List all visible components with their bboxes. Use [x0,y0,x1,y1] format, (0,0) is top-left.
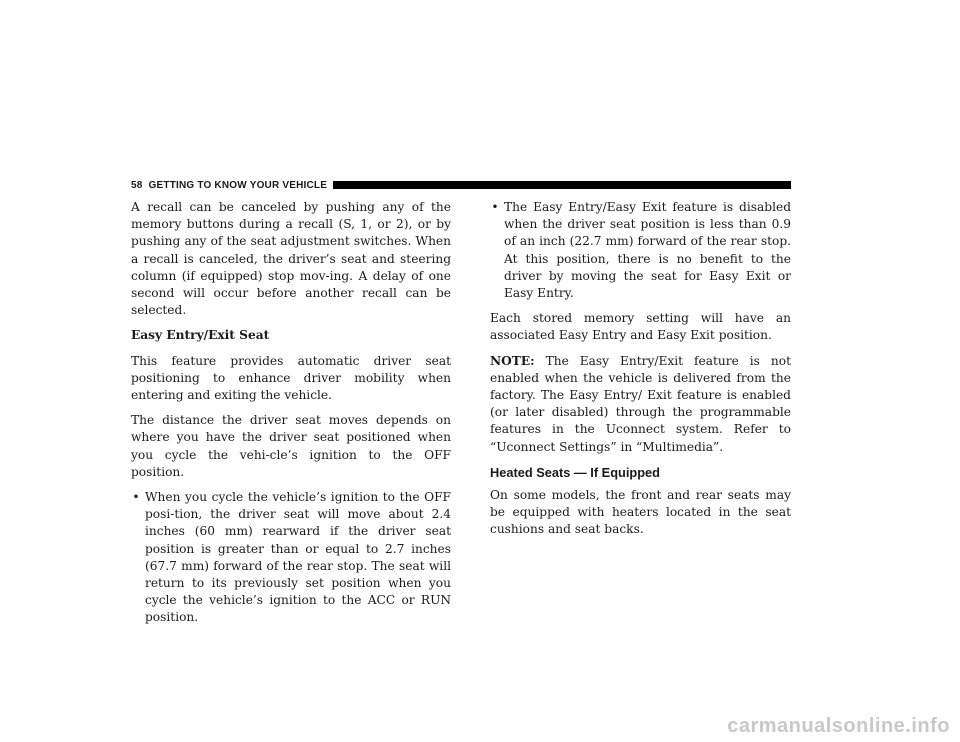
watermark: carmanualsonline.info [727,715,950,737]
right-column [490,199,791,547]
left-bullet-list [131,489,451,627]
page-number: 58 [131,179,143,191]
bullet-text: When you cycle the vehicle’s ignition to the OFF posi-tion, the driver seat will move about 2.4 inches (60 mm) rearward if the driver seat position is greater than or equal to 2.7 inches (67.7 mm) forward of the rear stop. The seat will return to its previously set position when you cycle the vehicle’s ignition to the ACC or RUN position. [145,490,451,625]
note-paragraph [490,353,791,456]
bullet-icon: • [491,200,499,214]
page-header [131,179,791,191]
list-item [131,489,451,627]
right-bullet-list [490,199,791,302]
note-text: The Easy Entry/Exit feature is not enabled when the vehicle is delivered from the factory. The Easy Entry/ Exit feature is enabled (or later disabled) through the programmable features in the Uconnect system. Refer to “Uconnect Settings” in “Multimedia”. [490,353,791,454]
easy-entry-description-paragraph: This feature provides automatic driver seat positioning to enhance driver mobility when entering and exiting the vehicle. [131,353,451,403]
bullet-text: The Easy Entry/Easy Exit feature is disabled when the driver seat position is less than 0.9 of an inch (22.7 mm) forward of the rear stop. At this position, there is no benefit to the driver by moving the seat for Easy Exit or Easy Entry. [504,200,791,301]
header-rule [333,181,791,189]
heated-seats-paragraph: On some models, the front and rear seats may be equipped with heaters located in the seat cushions and seat backs. [490,488,791,537]
bullet-icon: • [132,490,140,505]
note-label: NOTE: [490,353,535,368]
recall-cancel-paragraph: A recall can be canceled by pushing any of the memory buttons during a recall (S, 1, or 2), or by pushing any of the seat adjustment switches. When a recall is canceled, the driver’s seat and steering column (if equipped) stop mov-ing. A delay of one second will occur before another recall can be selected. [131,200,451,318]
section-title: GETTING TO KNOW YOUR VEHICLE [148,179,328,191]
easy-entry-exit-subhead: Easy Entry/Exit Seat [131,328,270,343]
stored-memory-paragraph: Each stored memory setting will have an associated Easy Entry and Easy Exit position. [490,311,791,343]
list-item [490,199,791,302]
left-column [131,199,451,635]
seat-distance-paragraph: The distance the driver seat moves depends on where you have the driver seat positioned when you cycle the vehi-cle’s ignition to the OFF position. [131,413,451,479]
heated-seats-heading: Heated Seats — If Equipped [490,464,660,480]
